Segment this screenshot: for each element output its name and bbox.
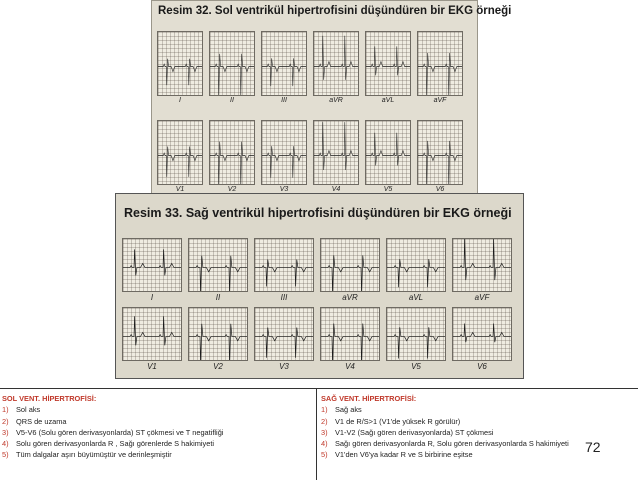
ecg-trace xyxy=(321,239,379,291)
ecg-trace xyxy=(453,239,511,291)
ecg-lead-label: II xyxy=(230,97,234,104)
ecg-lead-label: aVR xyxy=(329,97,343,104)
ecg-lead-label: I xyxy=(150,293,154,302)
ecg-lead-panel xyxy=(261,31,307,96)
ecg-trace xyxy=(321,308,379,360)
ecg-trace xyxy=(262,32,306,95)
criteria-table xyxy=(0,388,638,479)
ecg-lead-panel xyxy=(188,238,248,292)
ecg-trace xyxy=(189,239,247,291)
ecg-lead-label: V1 xyxy=(175,186,185,193)
ecg-trace xyxy=(262,121,306,184)
ecg-lead-panel xyxy=(157,120,203,185)
ecg-lead-label: V2 xyxy=(227,186,237,193)
rvh-criteria xyxy=(317,389,638,480)
ecg-lead-panel xyxy=(320,238,380,292)
ecg-trace xyxy=(189,308,247,360)
ecg-trace xyxy=(314,32,358,95)
rvh-criteria-item: 3) V1-V2 (Sağı gören derivasyonlarda) ST çökmesi xyxy=(321,427,494,437)
ecg-lead-panel xyxy=(365,31,411,96)
ecg-lead-label: III xyxy=(281,97,287,104)
ecg-lead-label: V5 xyxy=(383,186,393,193)
ecg-lead-label: V6 xyxy=(435,186,445,193)
ecg-lead-panel xyxy=(452,307,512,361)
lvh-ecg-figure xyxy=(151,0,512,196)
ecg-lead-panel xyxy=(254,307,314,361)
ecg-lead-label: V3 xyxy=(279,186,289,193)
lvh-criteria-item: 4) Solu gören derivasyonlarda R , Sağı görenlerde S hakimiyeti xyxy=(2,439,215,449)
rvh-criteria-item: 2) V1 de R/S>1 (V1'de yüksek R görülür) xyxy=(321,416,461,426)
ecg-trace xyxy=(210,121,254,184)
ecg-trace xyxy=(418,121,462,184)
ecg-lead-label: V3 xyxy=(279,362,289,371)
ecg-trace xyxy=(123,308,181,360)
rvh-criteria-item: 1) Sağ aks xyxy=(321,405,362,415)
ecg-lead-panel xyxy=(386,307,446,361)
ecg-lead-label: III xyxy=(280,293,288,302)
ecg-trace xyxy=(418,32,462,95)
ecg-trace xyxy=(158,121,202,184)
rvh-figure-title: Resim 33. Sağ ventrikül hipertrofisini düşündüren bir EKG örneği xyxy=(124,206,512,220)
ecg-trace xyxy=(366,32,410,95)
ecg-lead-label: V2 xyxy=(213,362,223,371)
ecg-lead-panel xyxy=(188,307,248,361)
ecg-lead-label: aVR xyxy=(342,293,358,302)
ecg-lead-panel xyxy=(313,31,359,96)
ecg-lead-panel xyxy=(254,238,314,292)
ecg-trace xyxy=(158,32,202,95)
ecg-lead-panel xyxy=(417,31,463,96)
ecg-lead-label: aVL xyxy=(408,293,424,302)
ecg-trace xyxy=(255,239,313,291)
ecg-trace xyxy=(387,308,445,360)
lvh-criteria-item: 5) Tüm dalgalar aşırı büyümüştür ve derinleşmiştir xyxy=(2,450,172,460)
lvh-criteria-item: 2) QRS de uzama xyxy=(2,416,67,426)
ecg-lead-panel xyxy=(313,120,359,185)
ecg-lead-panel xyxy=(365,120,411,185)
ecg-lead-label: V5 xyxy=(411,362,421,371)
ecg-lead-label: I xyxy=(179,97,181,104)
page-number: 72 xyxy=(585,439,601,455)
ecg-lead-panel xyxy=(386,238,446,292)
ecg-lead-panel xyxy=(452,238,512,292)
ecg-lead-panel xyxy=(122,238,182,292)
ecg-lead-label: II xyxy=(215,293,221,302)
lvh-criteria-item: 3) V5-V6 (Solu gören derivasyonlarda) ST çökmesi ve T negatifliği xyxy=(2,427,224,437)
ecg-trace xyxy=(210,32,254,95)
lvh-criteria-item: 1) Sol aks xyxy=(2,405,41,415)
ecg-lead-label: aVF xyxy=(433,97,447,104)
ecg-lead-panel xyxy=(261,120,307,185)
ecg-trace xyxy=(123,239,181,291)
ecg-lead-label: V4 xyxy=(331,186,341,193)
ecg-lead-label: aVF xyxy=(474,293,490,302)
ecg-lead-panel xyxy=(122,307,182,361)
ecg-lead-label: V4 xyxy=(345,362,355,371)
ecg-trace xyxy=(255,308,313,360)
lvh-criteria xyxy=(0,389,317,480)
ecg-lead-label: aVL xyxy=(381,97,395,104)
ecg-lead-label: V6 xyxy=(477,362,487,371)
ecg-trace xyxy=(387,239,445,291)
rvh-ecg-figure xyxy=(115,193,524,379)
ecg-trace xyxy=(366,121,410,184)
ecg-lead-panel xyxy=(417,120,463,185)
ecg-lead-panel xyxy=(320,307,380,361)
rvh-criteria-item: 4) Sağı gören derivasyonlarda R, Solu gören derivasyonlarda S hakimiyeti xyxy=(321,439,569,449)
lvh-figure-title: Resim 32. Sol ventrikül hipertrofisini düşündüren bir EKG örneği xyxy=(158,5,512,17)
lvh-criteria-heading: SOL VENT. HİPERTROFİSİ: xyxy=(2,394,97,403)
rvh-criteria-heading: SAĞ VENT. HİPERTROFİSİ: xyxy=(321,394,417,403)
ecg-trace xyxy=(314,121,358,184)
ecg-lead-panel xyxy=(209,120,255,185)
ecg-lead-panel xyxy=(209,31,255,96)
rvh-criteria-item: 5) V1'den V6'ya kadar R ve S birbirine eşitse xyxy=(321,450,473,460)
ecg-lead-label: V1 xyxy=(147,362,157,371)
ecg-lead-panel xyxy=(157,31,203,96)
ecg-trace xyxy=(453,308,511,360)
